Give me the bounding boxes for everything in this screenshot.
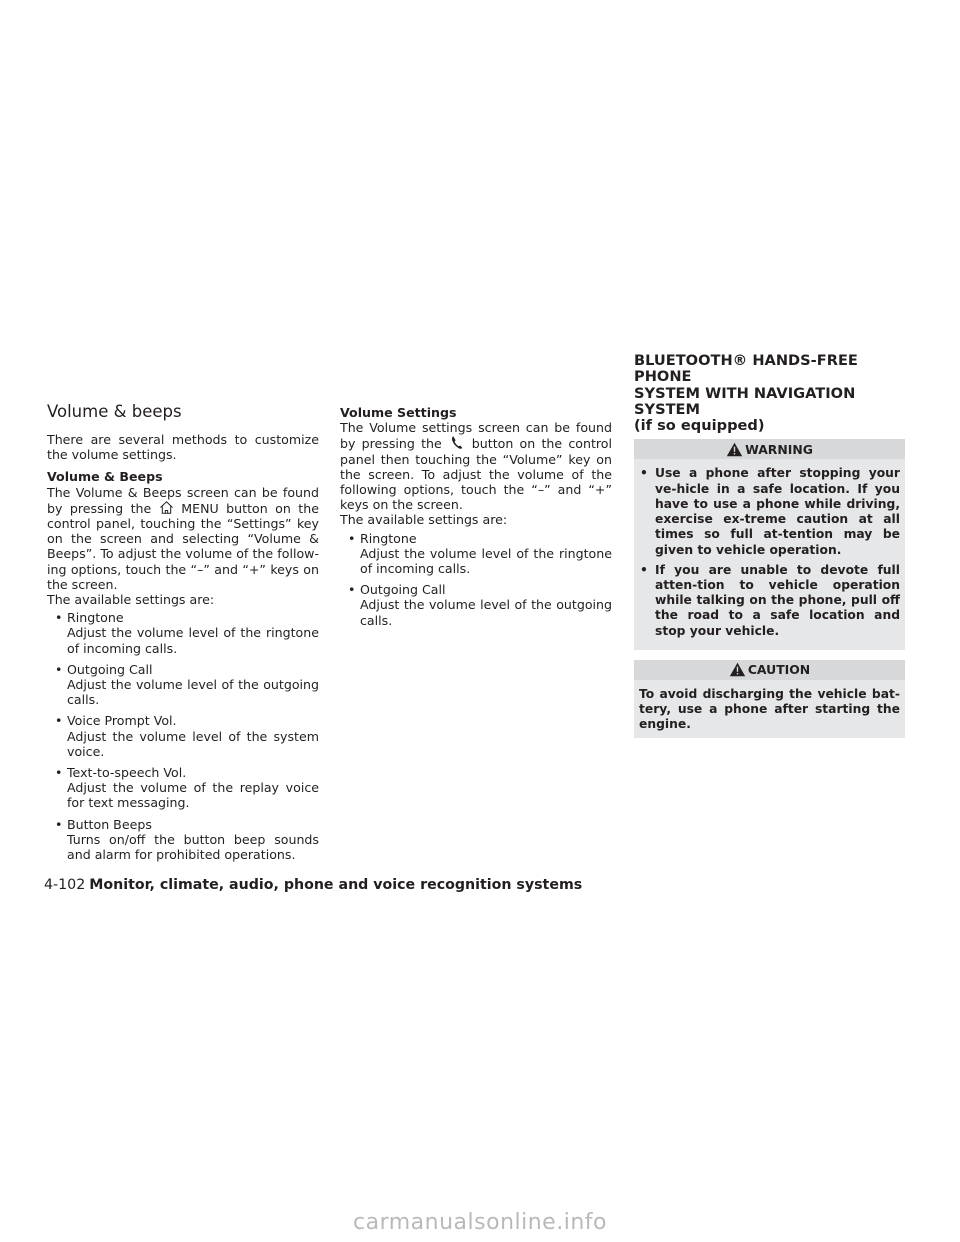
item-name: Button Beeps bbox=[67, 816, 152, 832]
warning-body bbox=[634, 459, 905, 649]
item-name: Voice Prompt Vol. bbox=[67, 713, 177, 729]
caution-header bbox=[634, 660, 905, 680]
list-item: • Outgoing Call Adjust the volume level of the outgoing calls. bbox=[348, 582, 612, 628]
middle-column bbox=[340, 405, 612, 634]
settings-list bbox=[340, 531, 612, 628]
item-name: Outgoing Call bbox=[67, 661, 153, 677]
subheading-volume-settings: Volume Settings bbox=[340, 405, 457, 420]
volume-beeps-paragraph bbox=[47, 485, 319, 592]
warning-item: • If you are unable to devote full atten-tion to vehicle operation while talking on the phone, pull off the road to a safe location and stop your vehicle. bbox=[640, 562, 900, 638]
paragraph-text-after: button on the control panel then touching the “Volume” key on the screen. To adjust the volume of the following options, touch the “–” and “+” keys on the screen. bbox=[340, 436, 612, 513]
warning-label: WARNING bbox=[745, 441, 813, 457]
warning-triangle-icon bbox=[726, 442, 743, 457]
item-desc: Adjust the volume level of the outgoing calls. bbox=[67, 677, 319, 708]
watermark: carmanualsonline.info bbox=[353, 1210, 607, 1235]
section-heading: BLUETOOTH® HANDS-FREE PHONE SYSTEM WITH NAVIGATION SYSTEM (if so equipped) bbox=[634, 352, 858, 435]
item-desc: Turns on/off the button beep sounds and alarm for prohibited operations. bbox=[67, 831, 319, 863]
left-column bbox=[47, 402, 319, 868]
list-item: • Text-to-speech Vol. Adjust the volume of the replay voice for text messaging. bbox=[55, 765, 319, 811]
item-desc: Adjust the volume level of the system voice. bbox=[67, 728, 319, 759]
paragraph-text-after: MENU button on the control panel, touching the “Settings” key on the screen and selecting “Volume & Beeps”. To adjust the volume of the follow-ing options, touch the “–” and “+” keys on the screen. bbox=[47, 500, 319, 592]
item-desc: Adjust the volume level of the ringtone of incoming calls. bbox=[67, 625, 319, 656]
volume-settings-paragraph bbox=[340, 420, 612, 512]
section-title: Volume & beeps bbox=[47, 402, 182, 421]
item-name: Outgoing Call bbox=[360, 582, 446, 598]
page-number: 4-102 bbox=[44, 877, 86, 893]
warning-header bbox=[634, 439, 905, 459]
paragraph-text-before: The Volume settings screen can be found by pressing the bbox=[340, 420, 612, 452]
list-item: • Outgoing Call Adjust the volume level of the outgoing calls. bbox=[55, 661, 319, 708]
item-name: Ringtone bbox=[67, 610, 124, 626]
warning-box bbox=[634, 439, 905, 649]
page-footer bbox=[44, 876, 582, 894]
phone-icon bbox=[442, 435, 472, 450]
caution-label: CAUTION bbox=[747, 662, 811, 678]
item-desc: Adjust the volume level of the ringtone of incoming calls. bbox=[360, 545, 612, 577]
intro-paragraph: There are several methods to customize the volume settings. bbox=[47, 432, 319, 463]
subheading-volume-beeps: Volume & Beeps bbox=[47, 469, 163, 485]
caution-box bbox=[634, 660, 905, 739]
available-settings-label: The available settings are: bbox=[340, 512, 508, 528]
chapter-title: Monitor, climate, audio, phone and voice recognition systems bbox=[89, 877, 583, 893]
item-name: Text-to-speech Vol. bbox=[67, 765, 187, 781]
settings-list bbox=[47, 610, 319, 862]
paragraph-text-before: The Volume & Beeps screen can be found by pressing the bbox=[47, 484, 319, 516]
caution-text: To avoid discharging the vehicle bat-tery, use a phone after starting the engine. bbox=[639, 686, 900, 732]
available-settings-label: The available settings are: bbox=[47, 592, 215, 608]
item-desc: Adjust the volume level of the outgoing calls. bbox=[360, 597, 612, 628]
caution-body bbox=[634, 680, 905, 739]
warning-triangle-icon bbox=[729, 662, 746, 677]
warning-item: • Use a phone after stopping your ve-hicle in a safe location. If you have to use a phone while driving, exercise ex-treme caution at all times so full at-tention may be given to vehicle operation. bbox=[640, 466, 900, 557]
list-item: • Voice Prompt Vol. Adjust the volume level of the system voice. bbox=[55, 713, 319, 759]
right-column bbox=[634, 353, 905, 748]
list-item: • Ringtone Adjust the volume level of the ringtone of incoming calls. bbox=[55, 610, 319, 656]
list-item: • Button Beeps Turns on/off the button beep sounds and alarm for prohibited operations. bbox=[55, 816, 319, 863]
item-desc: Adjust the volume of the replay voice for text messaging. bbox=[67, 780, 319, 811]
home-icon bbox=[151, 500, 181, 515]
item-name: Ringtone bbox=[360, 530, 417, 546]
list-item: • Ringtone Adjust the volume level of the ringtone of incoming calls. bbox=[348, 530, 612, 577]
